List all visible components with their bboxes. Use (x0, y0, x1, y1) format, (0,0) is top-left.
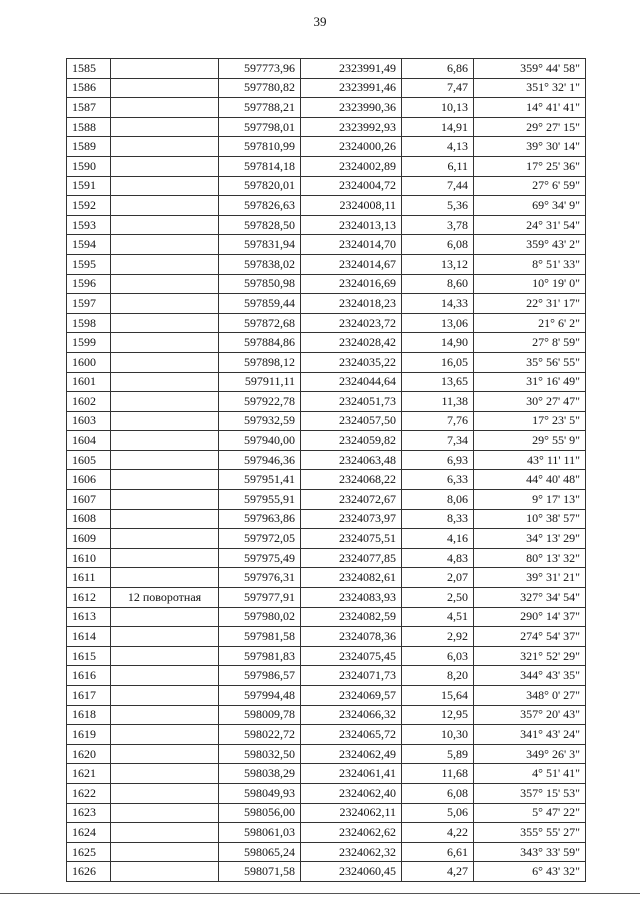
y-coordinate-cell: 2324051,73 (301, 392, 402, 412)
table-row (67, 274, 586, 294)
x-coordinate-cell: 597977,91 (219, 588, 301, 608)
y-coordinate-cell: 2324035,22 (301, 352, 402, 372)
point-number-cell: 1585 (67, 59, 111, 79)
y-coordinate-cell: 2324057,50 (301, 411, 402, 431)
distance-cell: 4,83 (402, 548, 474, 568)
point-number-cell: 1611 (67, 568, 111, 588)
point-number-cell: 1588 (67, 117, 111, 137)
x-coordinate-cell: 598056,00 (219, 803, 301, 823)
table-row (67, 862, 586, 882)
x-coordinate-cell: 597820,01 (219, 176, 301, 196)
direction-angle-cell: 348° 0' 27" (474, 686, 586, 706)
distance-cell: 6,08 (402, 235, 474, 255)
x-coordinate-cell: 597828,50 (219, 215, 301, 235)
point-name-cell (111, 156, 219, 176)
point-number-cell: 1592 (67, 196, 111, 216)
y-coordinate-cell: 2324059,82 (301, 431, 402, 451)
direction-angle-cell: 8° 51' 33" (474, 254, 586, 274)
distance-cell: 6,11 (402, 156, 474, 176)
x-coordinate-cell: 597814,18 (219, 156, 301, 176)
direction-angle-cell: 290° 14' 37" (474, 607, 586, 627)
point-name-cell (111, 705, 219, 725)
distance-cell: 6,33 (402, 470, 474, 490)
x-coordinate-cell: 597981,58 (219, 627, 301, 647)
point-name-cell (111, 450, 219, 470)
distance-cell: 7,34 (402, 431, 474, 451)
distance-cell: 5,89 (402, 744, 474, 764)
distance-cell: 6,08 (402, 783, 474, 803)
point-name-cell (111, 372, 219, 392)
point-name-cell (111, 392, 219, 412)
x-coordinate-cell: 597932,59 (219, 411, 301, 431)
table-row (67, 333, 586, 353)
point-name-cell (111, 490, 219, 510)
table-row (67, 196, 586, 216)
y-coordinate-cell: 2324082,59 (301, 607, 402, 627)
direction-angle-cell: 344° 43' 35" (474, 666, 586, 686)
x-coordinate-cell: 597975,49 (219, 548, 301, 568)
point-number-cell: 1617 (67, 686, 111, 706)
distance-cell: 2,92 (402, 627, 474, 647)
distance-cell: 7,47 (402, 78, 474, 98)
distance-cell: 7,44 (402, 176, 474, 196)
point-name-cell (111, 666, 219, 686)
point-number-cell: 1625 (67, 842, 111, 862)
x-coordinate-cell: 597951,41 (219, 470, 301, 490)
x-coordinate-cell: 597898,12 (219, 352, 301, 372)
table-row (67, 646, 586, 666)
x-coordinate-cell: 597922,78 (219, 392, 301, 412)
table-row (67, 431, 586, 451)
distance-cell: 2,50 (402, 588, 474, 608)
footer-divider (0, 893, 640, 894)
direction-angle-cell: 43° 11' 11" (474, 450, 586, 470)
y-coordinate-cell: 2324004,72 (301, 176, 402, 196)
distance-cell: 16,05 (402, 352, 474, 372)
table-row (67, 548, 586, 568)
point-number-cell: 1599 (67, 333, 111, 353)
point-name-cell (111, 862, 219, 882)
point-number-cell: 1586 (67, 78, 111, 98)
distance-cell: 4,22 (402, 823, 474, 843)
table-row (67, 842, 586, 862)
distance-cell: 6,61 (402, 842, 474, 862)
x-coordinate-cell: 598049,93 (219, 783, 301, 803)
x-coordinate-cell: 597810,99 (219, 137, 301, 157)
point-name-cell (111, 529, 219, 549)
y-coordinate-cell: 2324075,51 (301, 529, 402, 549)
point-number-cell: 1607 (67, 490, 111, 510)
table-row (67, 744, 586, 764)
direction-angle-cell: 34° 13' 29" (474, 529, 586, 549)
direction-angle-cell: 31° 16' 49" (474, 372, 586, 392)
x-coordinate-cell: 598071,58 (219, 862, 301, 882)
y-coordinate-cell: 2324002,89 (301, 156, 402, 176)
point-name-cell (111, 744, 219, 764)
direction-angle-cell: 9° 17' 13" (474, 490, 586, 510)
table-row (67, 78, 586, 98)
x-coordinate-cell: 598061,03 (219, 823, 301, 843)
point-number-cell: 1610 (67, 548, 111, 568)
y-coordinate-cell: 2324044,64 (301, 372, 402, 392)
point-name-cell (111, 352, 219, 372)
x-coordinate-cell: 597972,05 (219, 529, 301, 549)
y-coordinate-cell: 2324013,13 (301, 215, 402, 235)
point-name-cell (111, 254, 219, 274)
point-number-cell: 1598 (67, 313, 111, 333)
distance-cell: 15,64 (402, 686, 474, 706)
x-coordinate-cell: 597780,82 (219, 78, 301, 98)
direction-angle-cell: 29° 55' 9" (474, 431, 586, 451)
x-coordinate-cell: 597986,57 (219, 666, 301, 686)
distance-cell: 5,06 (402, 803, 474, 823)
direction-angle-cell: 341° 43' 24" (474, 725, 586, 745)
point-number-cell: 1620 (67, 744, 111, 764)
direction-angle-cell: 39° 30' 14" (474, 137, 586, 157)
x-coordinate-cell: 597798,01 (219, 117, 301, 137)
y-coordinate-cell: 2323992,93 (301, 117, 402, 137)
point-name-cell (111, 117, 219, 137)
table-row (67, 607, 586, 627)
y-coordinate-cell: 2324083,93 (301, 588, 402, 608)
distance-cell: 6,86 (402, 59, 474, 79)
y-coordinate-cell: 2324065,72 (301, 725, 402, 745)
point-number-cell: 1613 (67, 607, 111, 627)
y-coordinate-cell: 2324018,23 (301, 294, 402, 314)
table-row (67, 568, 586, 588)
coordinates-table (66, 58, 586, 882)
distance-cell: 6,03 (402, 646, 474, 666)
x-coordinate-cell: 598009,78 (219, 705, 301, 725)
direction-angle-cell: 24° 31' 54" (474, 215, 586, 235)
direction-angle-cell: 17° 25' 36" (474, 156, 586, 176)
point-name-cell (111, 842, 219, 862)
table-row (67, 117, 586, 137)
distance-cell: 4,27 (402, 862, 474, 882)
y-coordinate-cell: 2324063,48 (301, 450, 402, 470)
distance-cell: 4,51 (402, 607, 474, 627)
x-coordinate-cell: 597946,36 (219, 450, 301, 470)
x-coordinate-cell: 597850,98 (219, 274, 301, 294)
direction-angle-cell: 80° 13' 32" (474, 548, 586, 568)
y-coordinate-cell: 2324062,40 (301, 783, 402, 803)
x-coordinate-cell: 597838,02 (219, 254, 301, 274)
y-coordinate-cell: 2324060,45 (301, 862, 402, 882)
direction-angle-cell: 4° 51' 41" (474, 764, 586, 784)
point-name-cell (111, 176, 219, 196)
point-name-cell (111, 59, 219, 79)
point-number-cell: 1608 (67, 509, 111, 529)
y-coordinate-cell: 2324023,72 (301, 313, 402, 333)
point-name-cell (111, 823, 219, 843)
point-number-cell: 1594 (67, 235, 111, 255)
direction-angle-cell: 357° 15' 53" (474, 783, 586, 803)
x-coordinate-cell: 598022,72 (219, 725, 301, 745)
direction-angle-cell: 351° 32' 1" (474, 78, 586, 98)
point-number-cell: 1616 (67, 666, 111, 686)
distance-cell: 13,12 (402, 254, 474, 274)
y-coordinate-cell: 2323990,36 (301, 98, 402, 118)
direction-angle-cell: 357° 20' 43" (474, 705, 586, 725)
table-row (67, 470, 586, 490)
x-coordinate-cell: 597980,02 (219, 607, 301, 627)
table-row (67, 450, 586, 470)
x-coordinate-cell: 597831,94 (219, 235, 301, 255)
point-number-cell: 1589 (67, 137, 111, 157)
y-coordinate-cell: 2324082,61 (301, 568, 402, 588)
y-coordinate-cell: 2324014,67 (301, 254, 402, 274)
point-number-cell: 1602 (67, 392, 111, 412)
distance-cell: 11,38 (402, 392, 474, 412)
table-row (67, 215, 586, 235)
point-name-cell (111, 568, 219, 588)
point-number-cell: 1626 (67, 862, 111, 882)
y-coordinate-cell: 2324068,22 (301, 470, 402, 490)
distance-cell: 6,93 (402, 450, 474, 470)
y-coordinate-cell: 2324062,49 (301, 744, 402, 764)
point-name-cell (111, 137, 219, 157)
y-coordinate-cell: 2324078,36 (301, 627, 402, 647)
direction-angle-cell: 343° 33' 59" (474, 842, 586, 862)
direction-angle-cell: 10° 19' 0" (474, 274, 586, 294)
distance-cell: 8,60 (402, 274, 474, 294)
table-row (67, 686, 586, 706)
y-coordinate-cell: 2323991,49 (301, 59, 402, 79)
direction-angle-cell: 14° 41' 41" (474, 98, 586, 118)
y-coordinate-cell: 2324062,32 (301, 842, 402, 862)
y-coordinate-cell: 2324071,73 (301, 666, 402, 686)
point-name-cell (111, 431, 219, 451)
table-row (67, 666, 586, 686)
y-coordinate-cell: 2324066,32 (301, 705, 402, 725)
point-name-cell (111, 235, 219, 255)
distance-cell: 14,91 (402, 117, 474, 137)
direction-angle-cell: 274° 54' 37" (474, 627, 586, 647)
distance-cell: 4,13 (402, 137, 474, 157)
distance-cell: 13,65 (402, 372, 474, 392)
direction-angle-cell: 359° 43' 2" (474, 235, 586, 255)
table-row (67, 783, 586, 803)
x-coordinate-cell: 597940,00 (219, 431, 301, 451)
direction-angle-cell: 44° 40' 48" (474, 470, 586, 490)
point-number-cell: 1609 (67, 529, 111, 549)
direction-angle-cell: 22° 31' 17" (474, 294, 586, 314)
distance-cell: 8,20 (402, 666, 474, 686)
point-number-cell: 1606 (67, 470, 111, 490)
page-number: 39 (313, 14, 327, 29)
y-coordinate-cell: 2323991,46 (301, 78, 402, 98)
x-coordinate-cell: 597859,44 (219, 294, 301, 314)
x-coordinate-cell: 597826,63 (219, 196, 301, 216)
point-number-cell: 1596 (67, 274, 111, 294)
point-number-cell: 1619 (67, 725, 111, 745)
x-coordinate-cell: 597788,21 (219, 98, 301, 118)
point-number-cell: 1597 (67, 294, 111, 314)
distance-cell: 8,33 (402, 509, 474, 529)
direction-angle-cell: 17° 23' 5" (474, 411, 586, 431)
direction-angle-cell: 10° 38' 57" (474, 509, 586, 529)
point-name-cell (111, 764, 219, 784)
x-coordinate-cell: 597773,96 (219, 59, 301, 79)
point-name-cell (111, 215, 219, 235)
point-name-cell (111, 509, 219, 529)
direction-angle-cell: 5° 47' 22" (474, 803, 586, 823)
y-coordinate-cell: 2324014,70 (301, 235, 402, 255)
table-row (67, 627, 586, 647)
point-name-cell (111, 607, 219, 627)
point-name-cell (111, 627, 219, 647)
direction-angle-cell: 349° 26' 3" (474, 744, 586, 764)
x-coordinate-cell: 597994,48 (219, 686, 301, 706)
point-number-cell: 1621 (67, 764, 111, 784)
direction-angle-cell: 29° 27' 15" (474, 117, 586, 137)
table-row (67, 235, 586, 255)
table-row (67, 98, 586, 118)
table-row (67, 313, 586, 333)
point-number-cell: 1624 (67, 823, 111, 843)
table-row (67, 705, 586, 725)
direction-angle-cell: 27° 6' 59" (474, 176, 586, 196)
x-coordinate-cell: 598032,50 (219, 744, 301, 764)
table-row (67, 529, 586, 549)
x-coordinate-cell: 597911,11 (219, 372, 301, 392)
point-number-cell: 1600 (67, 352, 111, 372)
distance-cell: 5,36 (402, 196, 474, 216)
x-coordinate-cell: 597976,31 (219, 568, 301, 588)
y-coordinate-cell: 2324062,62 (301, 823, 402, 843)
point-name-cell (111, 470, 219, 490)
point-name-cell (111, 783, 219, 803)
table-row (67, 352, 586, 372)
x-coordinate-cell: 598065,24 (219, 842, 301, 862)
distance-cell: 12,95 (402, 705, 474, 725)
direction-angle-cell: 355° 55' 27" (474, 823, 586, 843)
table-row (67, 372, 586, 392)
point-name-cell (111, 98, 219, 118)
point-name-cell (111, 313, 219, 333)
point-name-cell (111, 725, 219, 745)
direction-angle-cell: 35° 56' 55" (474, 352, 586, 372)
point-number-cell: 1593 (67, 215, 111, 235)
direction-angle-cell: 359° 44' 58" (474, 59, 586, 79)
point-name-cell: 12 поворотная (111, 588, 219, 608)
direction-angle-cell: 39° 31' 21" (474, 568, 586, 588)
point-number-cell: 1587 (67, 98, 111, 118)
point-name-cell (111, 196, 219, 216)
table-row (67, 176, 586, 196)
direction-angle-cell: 6° 43' 32" (474, 862, 586, 882)
distance-cell: 11,68 (402, 764, 474, 784)
direction-angle-cell: 21° 6' 2" (474, 313, 586, 333)
table-row (67, 411, 586, 431)
point-number-cell: 1614 (67, 627, 111, 647)
point-number-cell: 1615 (67, 646, 111, 666)
point-number-cell: 1595 (67, 254, 111, 274)
point-name-cell (111, 333, 219, 353)
y-coordinate-cell: 2324061,41 (301, 764, 402, 784)
y-coordinate-cell: 2324075,45 (301, 646, 402, 666)
y-coordinate-cell: 2324073,97 (301, 509, 402, 529)
point-number-cell: 1618 (67, 705, 111, 725)
point-number-cell: 1601 (67, 372, 111, 392)
point-number-cell: 1591 (67, 176, 111, 196)
x-coordinate-cell: 598038,29 (219, 764, 301, 784)
point-number-cell: 1605 (67, 450, 111, 470)
distance-cell: 14,90 (402, 333, 474, 353)
distance-cell: 7,76 (402, 411, 474, 431)
point-number-cell: 1622 (67, 783, 111, 803)
table-row (67, 588, 586, 608)
coordinates-table-body (67, 59, 586, 882)
y-coordinate-cell: 2324062,11 (301, 803, 402, 823)
x-coordinate-cell: 597955,91 (219, 490, 301, 510)
distance-cell: 4,16 (402, 529, 474, 549)
x-coordinate-cell: 597981,83 (219, 646, 301, 666)
point-number-cell: 1603 (67, 411, 111, 431)
table-row (67, 490, 586, 510)
point-name-cell (111, 803, 219, 823)
point-name-cell (111, 686, 219, 706)
y-coordinate-cell: 2324077,85 (301, 548, 402, 568)
y-coordinate-cell: 2324000,26 (301, 137, 402, 157)
point-number-cell: 1612 (67, 588, 111, 608)
distance-cell: 3,78 (402, 215, 474, 235)
table-row (67, 803, 586, 823)
distance-cell: 2,07 (402, 568, 474, 588)
table-row (67, 59, 586, 79)
table-row (67, 137, 586, 157)
direction-angle-cell: 27° 8' 59" (474, 333, 586, 353)
distance-cell: 13,06 (402, 313, 474, 333)
table-row (67, 725, 586, 745)
point-name-cell (111, 78, 219, 98)
y-coordinate-cell: 2324016,69 (301, 274, 402, 294)
table-row (67, 823, 586, 843)
x-coordinate-cell: 597963,86 (219, 509, 301, 529)
point-name-cell (111, 548, 219, 568)
point-number-cell: 1623 (67, 803, 111, 823)
point-name-cell (111, 294, 219, 314)
distance-cell: 10,13 (402, 98, 474, 118)
table-row (67, 254, 586, 274)
y-coordinate-cell: 2324069,57 (301, 686, 402, 706)
table-row (67, 509, 586, 529)
table-row (67, 392, 586, 412)
point-name-cell (111, 274, 219, 294)
point-number-cell: 1590 (67, 156, 111, 176)
point-number-cell: 1604 (67, 431, 111, 451)
distance-cell: 8,06 (402, 490, 474, 510)
direction-angle-cell: 327° 34' 54" (474, 588, 586, 608)
y-coordinate-cell: 2324072,67 (301, 490, 402, 510)
point-name-cell (111, 646, 219, 666)
direction-angle-cell: 69° 34' 9" (474, 196, 586, 216)
x-coordinate-cell: 597884,86 (219, 333, 301, 353)
y-coordinate-cell: 2324008,11 (301, 196, 402, 216)
point-name-cell (111, 411, 219, 431)
table-row (67, 294, 586, 314)
table-row (67, 156, 586, 176)
distance-cell: 14,33 (402, 294, 474, 314)
table-row (67, 764, 586, 784)
distance-cell: 10,30 (402, 725, 474, 745)
y-coordinate-cell: 2324028,42 (301, 333, 402, 353)
x-coordinate-cell: 597872,68 (219, 313, 301, 333)
direction-angle-cell: 321° 52' 29" (474, 646, 586, 666)
direction-angle-cell: 30° 27' 47" (474, 392, 586, 412)
